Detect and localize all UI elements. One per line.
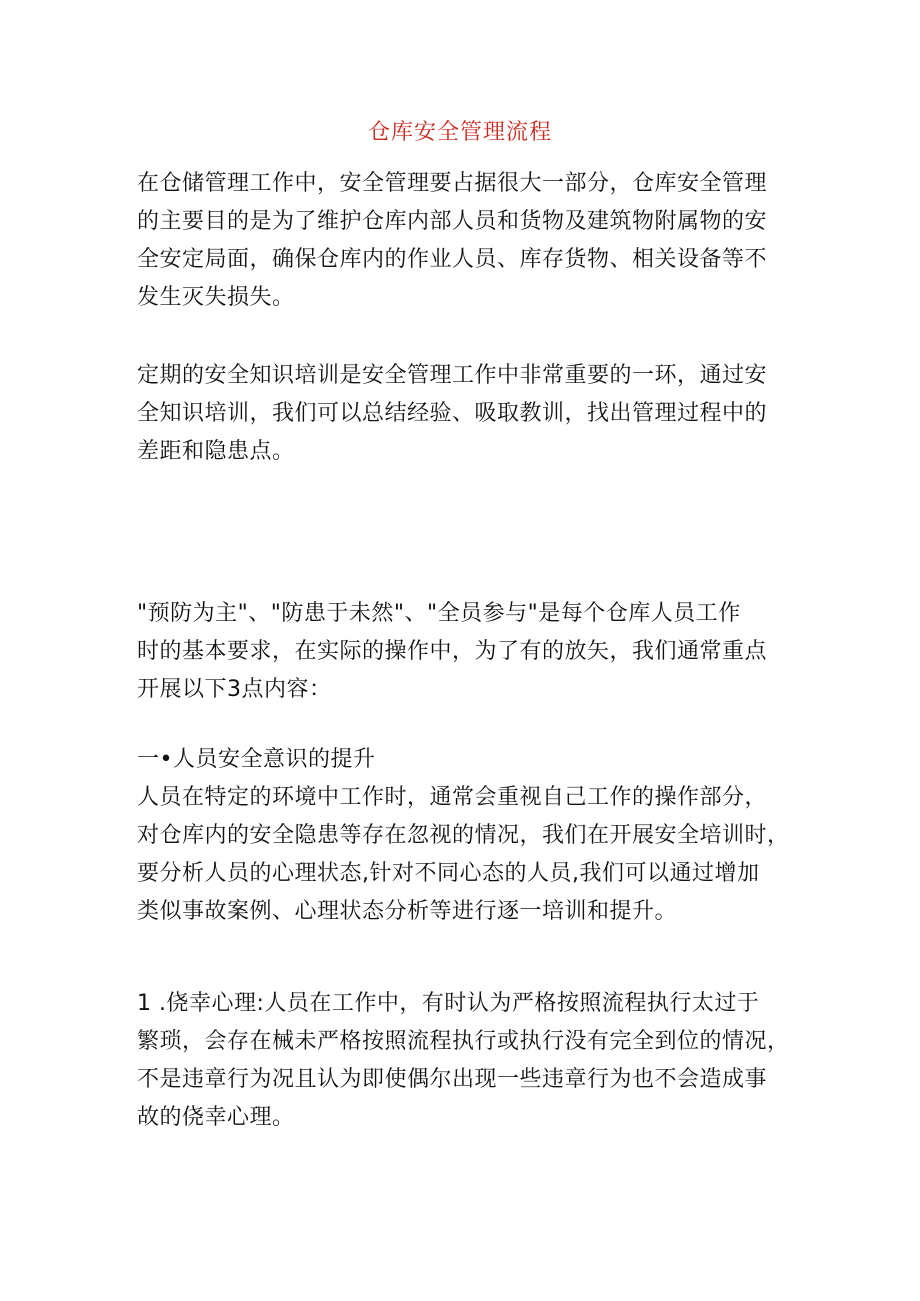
paragraph-requirements (137, 595, 797, 709)
paragraph-line: 开展以下3点内容： (137, 677, 332, 702)
paragraph-line: 定期的安全知识培训是安全管理工作中非常重要的一环，通过安 (137, 363, 768, 388)
paragraph-awareness (137, 779, 797, 931)
section-heading-awareness (137, 741, 797, 779)
paragraph-line: "预防为主"、"防患于未然"、"全员参与"是每个仓库人员工作 (137, 601, 741, 626)
paragraph-line: 时的基本要求，在实际的操作中，为了有的放矢，我们通常重点 (137, 639, 768, 664)
paragraph-line: 1 .侥幸心理:人员在工作中，有时认为严格按照流程执行太过于 (137, 991, 760, 1016)
paragraph-line: 全知识培训，我们可以总结经验、吸取教训，找出管理过程中的 (137, 401, 768, 426)
paragraph-line: 不是违章行为况且认为即使偶尔出现一些违章行为也不会造成事 (137, 1067, 768, 1092)
paragraph-line: 全安定局面，确保仓库内的作业人员、库存货物、相关设备等不 (137, 247, 768, 272)
paragraph-line: 对仓库内的安全隐患等存在忽视的情况，我们在开展安全培训时， (137, 823, 790, 848)
paragraph-line: 繁琐，会存在械未严格按照流程执行或执行没有完全到位的情况， (137, 1029, 790, 1054)
paragraph-line: 的主要目的是为了维护仓库内部人员和货物及建筑物附属物的安 (137, 209, 768, 234)
paragraph-line: 要分析人员的心理状态,针对不同心态的人员,我们可以通过增加 (137, 861, 760, 886)
paragraph-intro (137, 165, 797, 317)
document-title: 仓库安全管理流程 (367, 120, 552, 145)
paragraph-line: 差距和隐患点。 (137, 439, 295, 464)
paragraph-line: 类似事故案例、心理状态分析等进行逐一培训和提升。 (137, 899, 678, 924)
paragraph-line: 故的侥幸心理。 (137, 1105, 295, 1130)
section-heading: 一•人员安全意识的提升 (137, 747, 376, 772)
paragraph-training (137, 357, 797, 471)
paragraph-line: 在仓储管理工作中，安全管理要占据很大一部分，仓库安全管理 (137, 171, 768, 196)
paragraph-line: 人员在特定的环境中工作时，通常会重视自己工作的操作部分， (137, 785, 768, 810)
paragraph-line: 发生灭失损失。 (137, 285, 295, 310)
paragraph-luck-mentality (137, 985, 797, 1137)
